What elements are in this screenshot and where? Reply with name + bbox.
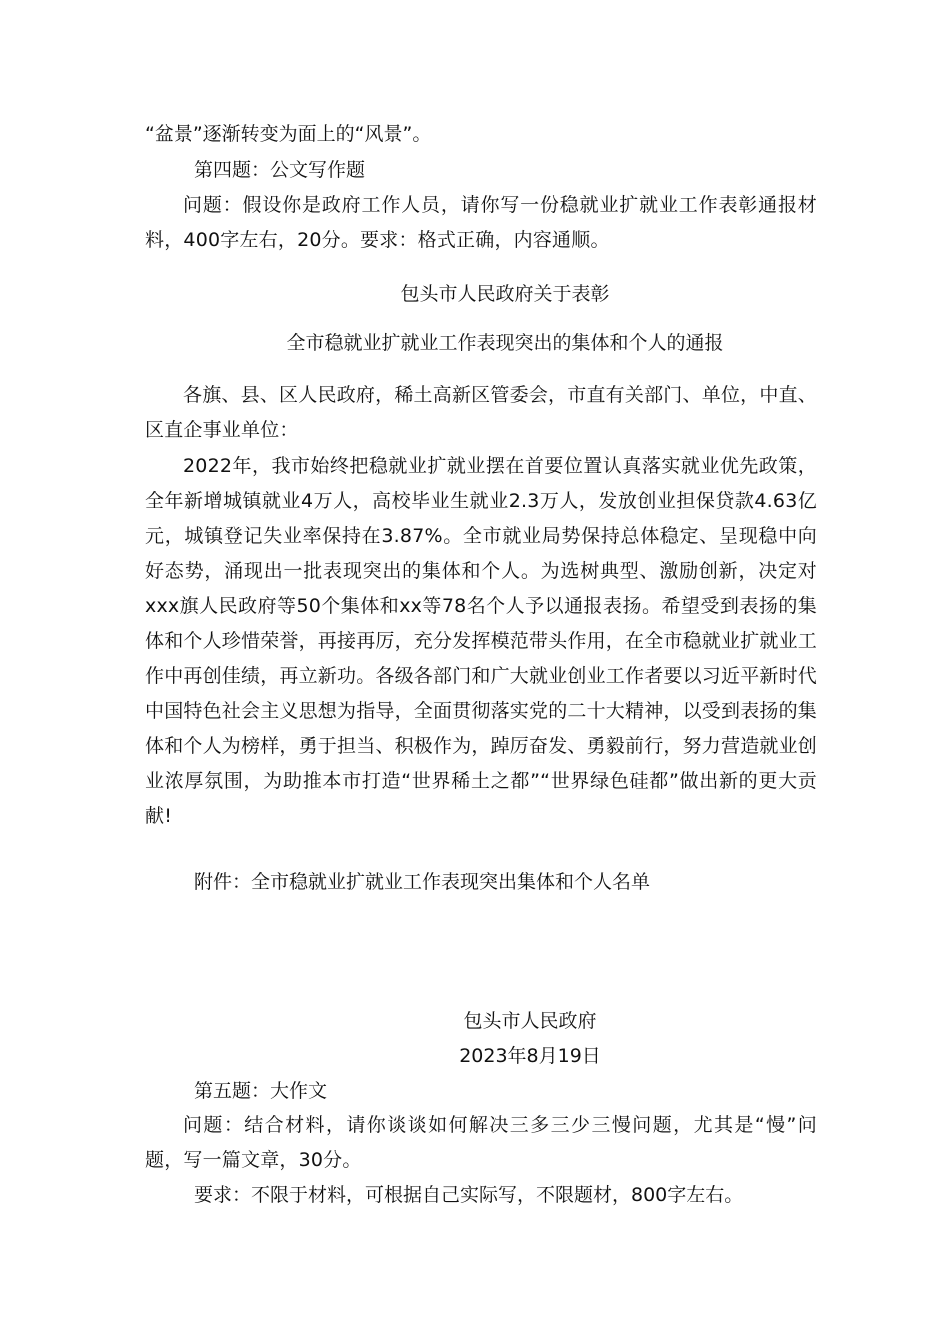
q5-heading: 第五题：大作文: [194, 1080, 328, 1102]
notice-signer: 包头市人民政府: [463, 1010, 597, 1032]
notice-title-line2: 全市稳就业扩就业工作表现突出的集体和个人的通报: [286, 332, 724, 354]
q5-requirement: 要求：不限于材料，可根据自己实际写，不限题材，800字左右。: [194, 1184, 744, 1206]
continuation-text: “盆景”逐渐转变为面上的“风景”。: [145, 123, 432, 145]
q4-question: 问题：假设你是政府工作人员，请你写一份稳就业扩就业工作表彰通报材料，400字左右，20分。要求：格式正确，内容通顺。: [145, 194, 817, 251]
q5-question: 问题：结合材料，请你谈谈如何解决三多三少三慢问题，尤其是“慢”问题，写一篇文章，30分。: [145, 1114, 817, 1171]
notice-title-line1: 包头市人民政府关于表彰: [400, 283, 610, 305]
notice-addressees: 各旗、县、区人民政府，稀土高新区管委会，市直有关部门、单位，中直、区直企事业单位：: [145, 384, 817, 441]
notice-date: 2023年8月19日: [459, 1045, 601, 1067]
notice-body: 2022年，我市始终把稳就业扩就业摆在首要位置认真落实就业优先政策，全年新增城镇就业4万人，高校毕业生就业2.3万人，发放创业担保贷款4.63亿元，城镇登记失业率保持在3.87%。全市就业局势保持总体稳定、呈现稳中向好态势，涌现出一批表现突出的集体和个人。为选树典型、激励创新，决定对xxx旗人民政府等50个集体和xx等78名个人予以通报表扬。希望受到表扬的集体和个人珍惜荣誉，再接再厉，充分发挥模范带头作用，在全市稳就业扩就业工作中再创佳绩，再立新功。各级各部门和广大就业创业工作者要以习近平新时代中国特色社会主义思想为指导，全面贯彻落实党的二十大精神，以受到表扬的集体和个人为榜样，勇于担当、积极作为，踔厉奋发、勇毅前行，努力营造就业创业浓厚氛围，为助推本市打造“世界稀土之都”“世界绿色硅都”做出新的更大贡献!: [145, 455, 818, 827]
notice-attachment: 附件：全市稳就业扩就业工作表现突出集体和个人名单: [194, 871, 651, 893]
q4-heading: 第四题：公文写作题: [194, 159, 366, 181]
